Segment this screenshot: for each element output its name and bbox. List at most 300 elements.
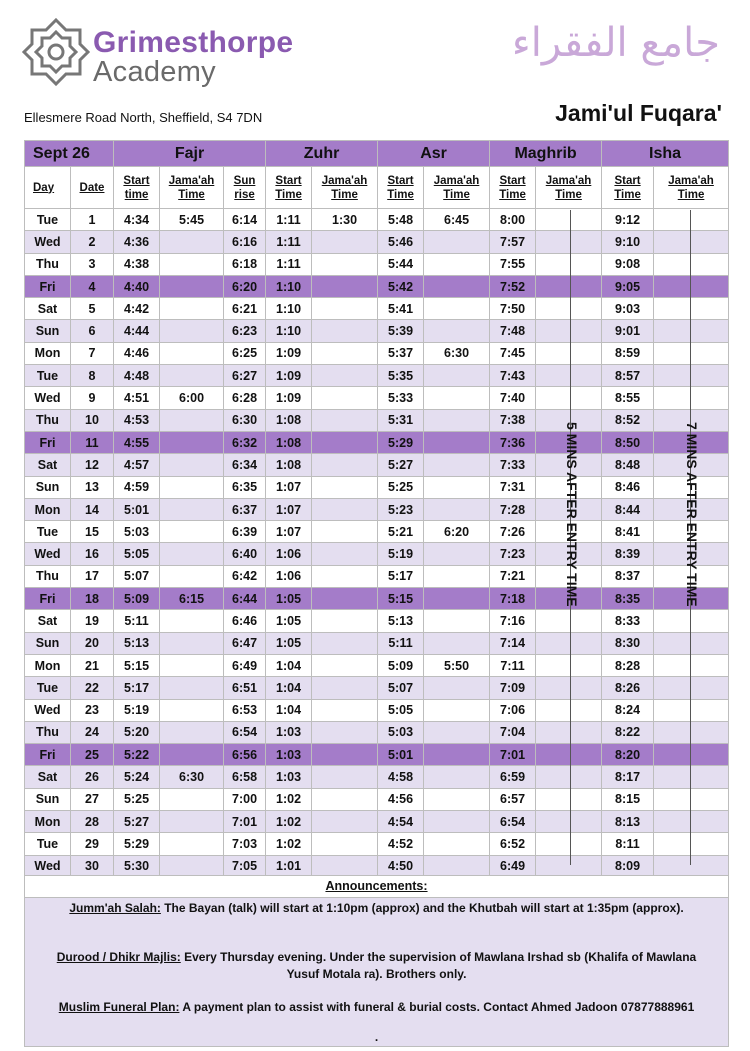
- cell-asr-start: 5:09: [378, 654, 424, 676]
- cell-asr-start: 5:05: [378, 699, 424, 721]
- cell-date: 4: [71, 275, 114, 297]
- cell-asr-jamaah: [424, 431, 490, 453]
- cell-day: Wed: [25, 387, 71, 409]
- cell-date: 5: [71, 298, 114, 320]
- cell-isha-jamaah: [654, 677, 729, 699]
- cell-fajr-jamaah: [160, 298, 224, 320]
- cell-maghrib-jamaah: [536, 811, 602, 833]
- table-row: [25, 788, 729, 810]
- cell-asr-start: 5:17: [378, 565, 424, 587]
- cell-isha-start: 8:24: [602, 699, 654, 721]
- cell-isha-start: 8:17: [602, 766, 654, 788]
- cell-isha-start: 8:30: [602, 632, 654, 654]
- cell-day: Thu: [25, 565, 71, 587]
- table-row: [25, 632, 729, 654]
- cell-maghrib-start: 7:09: [490, 677, 536, 699]
- announcements-box: [24, 875, 729, 1047]
- cell-fajr-jamaah: [160, 342, 224, 364]
- cell-sunrise: 6:51: [224, 677, 266, 699]
- cell-sunrise: 6:53: [224, 699, 266, 721]
- cell-asr-jamaah: [424, 610, 490, 632]
- cell-zuhr-start: 1:08: [266, 454, 312, 476]
- cell-zuhr-start: 1:11: [266, 253, 312, 275]
- cell-date: 30: [71, 855, 114, 877]
- cell-sunrise: 7:05: [224, 855, 266, 877]
- cell-zuhr-jamaah: [312, 365, 378, 387]
- cell-date: 26: [71, 766, 114, 788]
- cell-maghrib-jamaah: [536, 744, 602, 766]
- cell-zuhr-start: 1:09: [266, 365, 312, 387]
- cell-maghrib-jamaah: [536, 231, 602, 253]
- cell-isha-start: 8:35: [602, 588, 654, 610]
- cell-zuhr-jamaah: [312, 654, 378, 676]
- cell-isha-jamaah: [654, 632, 729, 654]
- table-row: [25, 454, 729, 476]
- cell-isha-jamaah: [654, 699, 729, 721]
- cell-day: Wed: [25, 543, 71, 565]
- announcement-dhikr: [45, 949, 708, 982]
- cell-fajr-start: 5:19: [114, 699, 160, 721]
- cell-maghrib-jamaah: [536, 833, 602, 855]
- cell-day: Sun: [25, 320, 71, 342]
- cell-asr-start: 5:39: [378, 320, 424, 342]
- table-row: [25, 476, 729, 498]
- cell-sunrise: 6:37: [224, 498, 266, 520]
- announcement-label: Jumm'ah Salah:: [69, 901, 161, 915]
- cell-isha-jamaah: [654, 833, 729, 855]
- cell-isha-start: 9:03: [602, 298, 654, 320]
- cell-isha-jamaah: [654, 766, 729, 788]
- cell-isha-start: 8:41: [602, 521, 654, 543]
- cell-asr-jamaah: [424, 588, 490, 610]
- subheader-day: Day: [25, 167, 71, 209]
- cell-zuhr-start: 1:02: [266, 833, 312, 855]
- subheader-fajr-jamaah: Jama'ah Time: [160, 167, 224, 209]
- cell-fajr-start: 4:53: [114, 409, 160, 431]
- cell-zuhr-start: 1:10: [266, 320, 312, 342]
- cell-fajr-jamaah: [160, 543, 224, 565]
- cell-sunrise: 6:14: [224, 209, 266, 231]
- cell-sunrise: 6:58: [224, 766, 266, 788]
- table-row: [25, 677, 729, 699]
- cell-sunrise: 7:01: [224, 811, 266, 833]
- cell-day: Mon: [25, 342, 71, 364]
- cell-day: Sun: [25, 632, 71, 654]
- table-row: [25, 275, 729, 297]
- cell-date: 19: [71, 610, 114, 632]
- cell-day: Mon: [25, 654, 71, 676]
- cell-isha-start: 8:50: [602, 431, 654, 453]
- cell-sunrise: 6:49: [224, 654, 266, 676]
- cell-isha-jamaah: [654, 721, 729, 743]
- cell-isha-start: 8:55: [602, 387, 654, 409]
- prayer-header-maghrib: Maghrib: [490, 141, 602, 167]
- cell-day: Sun: [25, 788, 71, 810]
- cell-zuhr-jamaah: [312, 476, 378, 498]
- cell-fajr-start: 4:59: [114, 476, 160, 498]
- brand-name-line1: Grimesthorpe: [93, 26, 294, 59]
- cell-fajr-start: 5:01: [114, 498, 160, 520]
- cell-zuhr-start: 1:11: [266, 231, 312, 253]
- cell-sunrise: 6:27: [224, 365, 266, 387]
- cell-fajr-start: 4:57: [114, 454, 160, 476]
- table-row: [25, 833, 729, 855]
- cell-sunrise: 7:03: [224, 833, 266, 855]
- cell-sunrise: 6:56: [224, 744, 266, 766]
- cell-asr-start: 5:37: [378, 342, 424, 364]
- cell-zuhr-start: 1:06: [266, 543, 312, 565]
- cell-sunrise: 6:42: [224, 565, 266, 587]
- cell-sunrise: 6:47: [224, 632, 266, 654]
- cell-zuhr-start: 1:06: [266, 565, 312, 587]
- cell-fajr-start: 4:51: [114, 387, 160, 409]
- cell-isha-jamaah: [654, 811, 729, 833]
- cell-isha-start: 9:10: [602, 231, 654, 253]
- cell-zuhr-start: 1:01: [266, 855, 312, 877]
- cell-day: Wed: [25, 231, 71, 253]
- cell-date: 6: [71, 320, 114, 342]
- cell-zuhr-start: 1:07: [266, 476, 312, 498]
- cell-isha-start: 8:37: [602, 565, 654, 587]
- cell-asr-jamaah: [424, 565, 490, 587]
- cell-maghrib-jamaah: [536, 298, 602, 320]
- cell-date: 13: [71, 476, 114, 498]
- cell-isha-jamaah: [654, 365, 729, 387]
- cell-zuhr-start: 1:05: [266, 610, 312, 632]
- cell-asr-start: 5:41: [378, 298, 424, 320]
- academy-logo-icon: [22, 16, 90, 88]
- cell-day: Mon: [25, 811, 71, 833]
- cell-zuhr-jamaah: [312, 699, 378, 721]
- cell-asr-start: 5:07: [378, 677, 424, 699]
- cell-asr-jamaah: [424, 298, 490, 320]
- cell-zuhr-start: 1:10: [266, 275, 312, 297]
- cell-fajr-start: 5:29: [114, 833, 160, 855]
- cell-asr-jamaah: [424, 498, 490, 520]
- cell-sunrise: 6:30: [224, 409, 266, 431]
- cell-maghrib-start: 7:16: [490, 610, 536, 632]
- cell-asr-start: 5:44: [378, 253, 424, 275]
- cell-day: Mon: [25, 498, 71, 520]
- cell-sunrise: 6:35: [224, 476, 266, 498]
- table-row: [25, 721, 729, 743]
- cell-zuhr-start: 1:04: [266, 654, 312, 676]
- cell-asr-jamaah: [424, 476, 490, 498]
- cell-zuhr-jamaah: [312, 744, 378, 766]
- cell-date: 8: [71, 365, 114, 387]
- cell-isha-start: 8:09: [602, 855, 654, 877]
- prayer-header-row: [25, 141, 729, 167]
- cell-date: 10: [71, 409, 114, 431]
- cell-zuhr-jamaah: [312, 610, 378, 632]
- cell-maghrib-start: 7:40: [490, 387, 536, 409]
- cell-maghrib-start: 7:01: [490, 744, 536, 766]
- cell-maghrib-jamaah: [536, 610, 602, 632]
- cell-maghrib-start: 7:43: [490, 365, 536, 387]
- cell-maghrib-start: 7:55: [490, 253, 536, 275]
- table-row: [25, 320, 729, 342]
- cell-fajr-jamaah: [160, 788, 224, 810]
- table-row: [25, 387, 729, 409]
- cell-sunrise: 6:16: [224, 231, 266, 253]
- cell-asr-jamaah: [424, 766, 490, 788]
- cell-zuhr-start: 1:03: [266, 744, 312, 766]
- cell-fajr-jamaah: [160, 431, 224, 453]
- cell-day: Fri: [25, 744, 71, 766]
- cell-date: 21: [71, 654, 114, 676]
- cell-asr-start: 5:23: [378, 498, 424, 520]
- cell-maghrib-start: 7:06: [490, 699, 536, 721]
- cell-zuhr-jamaah: [312, 320, 378, 342]
- cell-fajr-jamaah: 6:15: [160, 588, 224, 610]
- cell-fajr-start: 4:42: [114, 298, 160, 320]
- announcement-label: Durood / Dhikr Majlis:: [56, 950, 181, 964]
- subheader-isha-jamaah: Jama'ah Time: [654, 167, 729, 209]
- month-label: Sept 26: [25, 141, 114, 167]
- cell-asr-start: 5:48: [378, 209, 424, 231]
- cell-maghrib-start: 7:33: [490, 454, 536, 476]
- table-row: [25, 298, 729, 320]
- cell-isha-start: 8:48: [602, 454, 654, 476]
- cell-fajr-jamaah: 6:00: [160, 387, 224, 409]
- cell-maghrib-start: 7:38: [490, 409, 536, 431]
- table-row: [25, 253, 729, 275]
- cell-fajr-start: 5:27: [114, 811, 160, 833]
- cell-asr-jamaah: [424, 699, 490, 721]
- subheader-maghrib-start: Start Time: [490, 167, 536, 209]
- cell-fajr-jamaah: [160, 654, 224, 676]
- cell-fajr-jamaah: [160, 476, 224, 498]
- cell-asr-start: 5:03: [378, 721, 424, 743]
- cell-isha-jamaah: [654, 610, 729, 632]
- cell-zuhr-jamaah: 1:30: [312, 209, 378, 231]
- cell-asr-start: 5:46: [378, 231, 424, 253]
- cell-fajr-start: 4:44: [114, 320, 160, 342]
- cell-fajr-start: 5:11: [114, 610, 160, 632]
- cell-asr-jamaah: [424, 409, 490, 431]
- cell-maghrib-start: 6:54: [490, 811, 536, 833]
- cell-fajr-jamaah: [160, 677, 224, 699]
- cell-isha-start: 8:44: [602, 498, 654, 520]
- cell-asr-jamaah: 6:20: [424, 521, 490, 543]
- cell-sunrise: 6:39: [224, 521, 266, 543]
- cell-isha-start: 8:39: [602, 543, 654, 565]
- cell-isha-jamaah: [654, 298, 729, 320]
- cell-fajr-start: 5:25: [114, 788, 160, 810]
- cell-isha-jamaah: [654, 320, 729, 342]
- cell-fajr-jamaah: [160, 521, 224, 543]
- cell-isha-jamaah: [654, 744, 729, 766]
- prayer-header-fajr: Fajr: [114, 141, 266, 167]
- cell-zuhr-jamaah: [312, 387, 378, 409]
- cell-maghrib-start: 7:50: [490, 298, 536, 320]
- cell-isha-start: 8:26: [602, 677, 654, 699]
- cell-zuhr-jamaah: [312, 521, 378, 543]
- cell-zuhr-jamaah: [312, 342, 378, 364]
- brand-name-line2: Academy: [93, 56, 216, 88]
- announcement-jummah: [45, 900, 708, 917]
- table-row: [25, 699, 729, 721]
- cell-date: 25: [71, 744, 114, 766]
- table-row: [25, 431, 729, 453]
- cell-isha-start: 8:20: [602, 744, 654, 766]
- announcements-title: Announcements:: [25, 876, 728, 898]
- timetable-body: [25, 209, 729, 878]
- cell-fajr-jamaah: [160, 409, 224, 431]
- cell-sunrise: 6:40: [224, 543, 266, 565]
- cell-maghrib-start: 7:28: [490, 498, 536, 520]
- cell-maghrib-jamaah: [536, 699, 602, 721]
- cell-zuhr-start: 1:08: [266, 431, 312, 453]
- cell-isha-start: 8:59: [602, 342, 654, 364]
- cell-fajr-start: 5:03: [114, 521, 160, 543]
- cell-asr-jamaah: [424, 231, 490, 253]
- cell-day: Sat: [25, 610, 71, 632]
- cell-day: Fri: [25, 275, 71, 297]
- cell-zuhr-jamaah: [312, 565, 378, 587]
- cell-maghrib-start: 6:57: [490, 788, 536, 810]
- cell-day: Tue: [25, 521, 71, 543]
- cell-zuhr-jamaah: [312, 811, 378, 833]
- cell-isha-start: 8:28: [602, 654, 654, 676]
- cell-fajr-jamaah: [160, 699, 224, 721]
- cell-asr-start: 5:25: [378, 476, 424, 498]
- cell-day: Tue: [25, 209, 71, 231]
- cell-maghrib-start: 7:04: [490, 721, 536, 743]
- announcement-funeral-plan: [45, 999, 708, 1016]
- cell-zuhr-jamaah: [312, 632, 378, 654]
- cell-asr-jamaah: [424, 320, 490, 342]
- cell-asr-jamaah: [424, 811, 490, 833]
- cell-zuhr-start: 1:02: [266, 788, 312, 810]
- cell-maghrib-start: 6:59: [490, 766, 536, 788]
- cell-isha-jamaah: [654, 788, 729, 810]
- cell-asr-start: 5:31: [378, 409, 424, 431]
- announcement-label: Muslim Funeral Plan:: [58, 1000, 180, 1014]
- cell-asr-start: 5:35: [378, 365, 424, 387]
- cell-fajr-start: 5:22: [114, 744, 160, 766]
- cell-maghrib-jamaah: [536, 275, 602, 297]
- cell-zuhr-start: 1:10: [266, 298, 312, 320]
- arabic-title: جامع الفقراء: [511, 20, 720, 66]
- table-row: [25, 654, 729, 676]
- cell-asr-start: 5:15: [378, 588, 424, 610]
- cell-isha-start: 9:05: [602, 275, 654, 297]
- cell-zuhr-jamaah: [312, 766, 378, 788]
- announcement-text: Every Thursday evening. Under the supervision of Mawlana Irshad sb (Khalifa of Mawlana Yusuf Motala ra). Brothers only.: [180, 950, 697, 981]
- subheader-isha-start: Start Time: [602, 167, 654, 209]
- subheader-zuhr-start: Start Time: [266, 167, 312, 209]
- isha-jamaah-note: 7 MINS AFTER ENTRY TIME: [684, 422, 700, 607]
- cell-asr-start: 5:13: [378, 610, 424, 632]
- cell-asr-start: 4:52: [378, 833, 424, 855]
- table-row: [25, 521, 729, 543]
- cell-fajr-jamaah: [160, 610, 224, 632]
- cell-sunrise: 6:25: [224, 342, 266, 364]
- cell-zuhr-jamaah: [312, 833, 378, 855]
- mosque-name: Jami'ul Fuqara': [555, 100, 722, 126]
- cell-fajr-start: 5:07: [114, 565, 160, 587]
- cell-asr-start: 4:50: [378, 855, 424, 877]
- cell-maghrib-jamaah: [536, 209, 602, 231]
- cell-fajr-start: 4:48: [114, 365, 160, 387]
- cell-fajr-start: 4:46: [114, 342, 160, 364]
- table-row: [25, 409, 729, 431]
- cell-asr-start: 4:58: [378, 766, 424, 788]
- table-row: [25, 498, 729, 520]
- cell-zuhr-jamaah: [312, 409, 378, 431]
- cell-maghrib-start: 7:31: [490, 476, 536, 498]
- cell-fajr-jamaah: 6:30: [160, 766, 224, 788]
- subheader-zuhr-jamaah: Jama'ah Time: [312, 167, 378, 209]
- cell-day: Sat: [25, 298, 71, 320]
- cell-zuhr-start: 1:02: [266, 811, 312, 833]
- cell-isha-start: 9:08: [602, 253, 654, 275]
- cell-date: 11: [71, 431, 114, 453]
- cell-maghrib-start: 7:45: [490, 342, 536, 364]
- cell-sunrise: 6:23: [224, 320, 266, 342]
- cell-zuhr-start: 1:03: [266, 721, 312, 743]
- cell-day: Thu: [25, 721, 71, 743]
- cell-date: 7: [71, 342, 114, 364]
- header: [0, 0, 750, 140]
- table-row: [25, 231, 729, 253]
- cell-maghrib-jamaah: [536, 342, 602, 364]
- cell-isha-start: 8:22: [602, 721, 654, 743]
- cell-date: 2: [71, 231, 114, 253]
- cell-asr-jamaah: [424, 275, 490, 297]
- cell-fajr-jamaah: [160, 320, 224, 342]
- cell-fajr-start: 5:05: [114, 543, 160, 565]
- cell-zuhr-jamaah: [312, 543, 378, 565]
- cell-maghrib-jamaah: [536, 365, 602, 387]
- cell-fajr-jamaah: [160, 365, 224, 387]
- cell-asr-jamaah: 6:30: [424, 342, 490, 364]
- cell-asr-start: 5:19: [378, 543, 424, 565]
- table-row: [25, 209, 729, 231]
- cell-zuhr-jamaah: [312, 431, 378, 453]
- cell-date: 18: [71, 588, 114, 610]
- cell-zuhr-start: 1:07: [266, 498, 312, 520]
- cell-asr-start: 5:27: [378, 454, 424, 476]
- cell-maghrib-start: 7:14: [490, 632, 536, 654]
- cell-isha-start: 8:11: [602, 833, 654, 855]
- cell-asr-start: 5:42: [378, 275, 424, 297]
- cell-isha-jamaah: [654, 231, 729, 253]
- subheader-sunrise: Sun rise: [224, 167, 266, 209]
- cell-asr-start: 5:01: [378, 744, 424, 766]
- cell-date: 3: [71, 253, 114, 275]
- cell-maghrib-start: 7:57: [490, 231, 536, 253]
- cell-fajr-jamaah: [160, 833, 224, 855]
- subheader-asr-start: Start Time: [378, 167, 424, 209]
- cell-day: Sun: [25, 476, 71, 498]
- cell-zuhr-start: 1:11: [266, 209, 312, 231]
- table-row: [25, 365, 729, 387]
- cell-asr-jamaah: [424, 543, 490, 565]
- cell-zuhr-jamaah: [312, 721, 378, 743]
- cell-sunrise: 6:54: [224, 721, 266, 743]
- cell-asr-start: 5:11: [378, 632, 424, 654]
- cell-fajr-start: 5:20: [114, 721, 160, 743]
- cell-fajr-start: 5:09: [114, 588, 160, 610]
- cell-fajr-start: 5:24: [114, 766, 160, 788]
- table-row: [25, 565, 729, 587]
- cell-date: 23: [71, 699, 114, 721]
- cell-zuhr-start: 1:03: [266, 766, 312, 788]
- cell-isha-start: 9:01: [602, 320, 654, 342]
- cell-zuhr-start: 1:04: [266, 677, 312, 699]
